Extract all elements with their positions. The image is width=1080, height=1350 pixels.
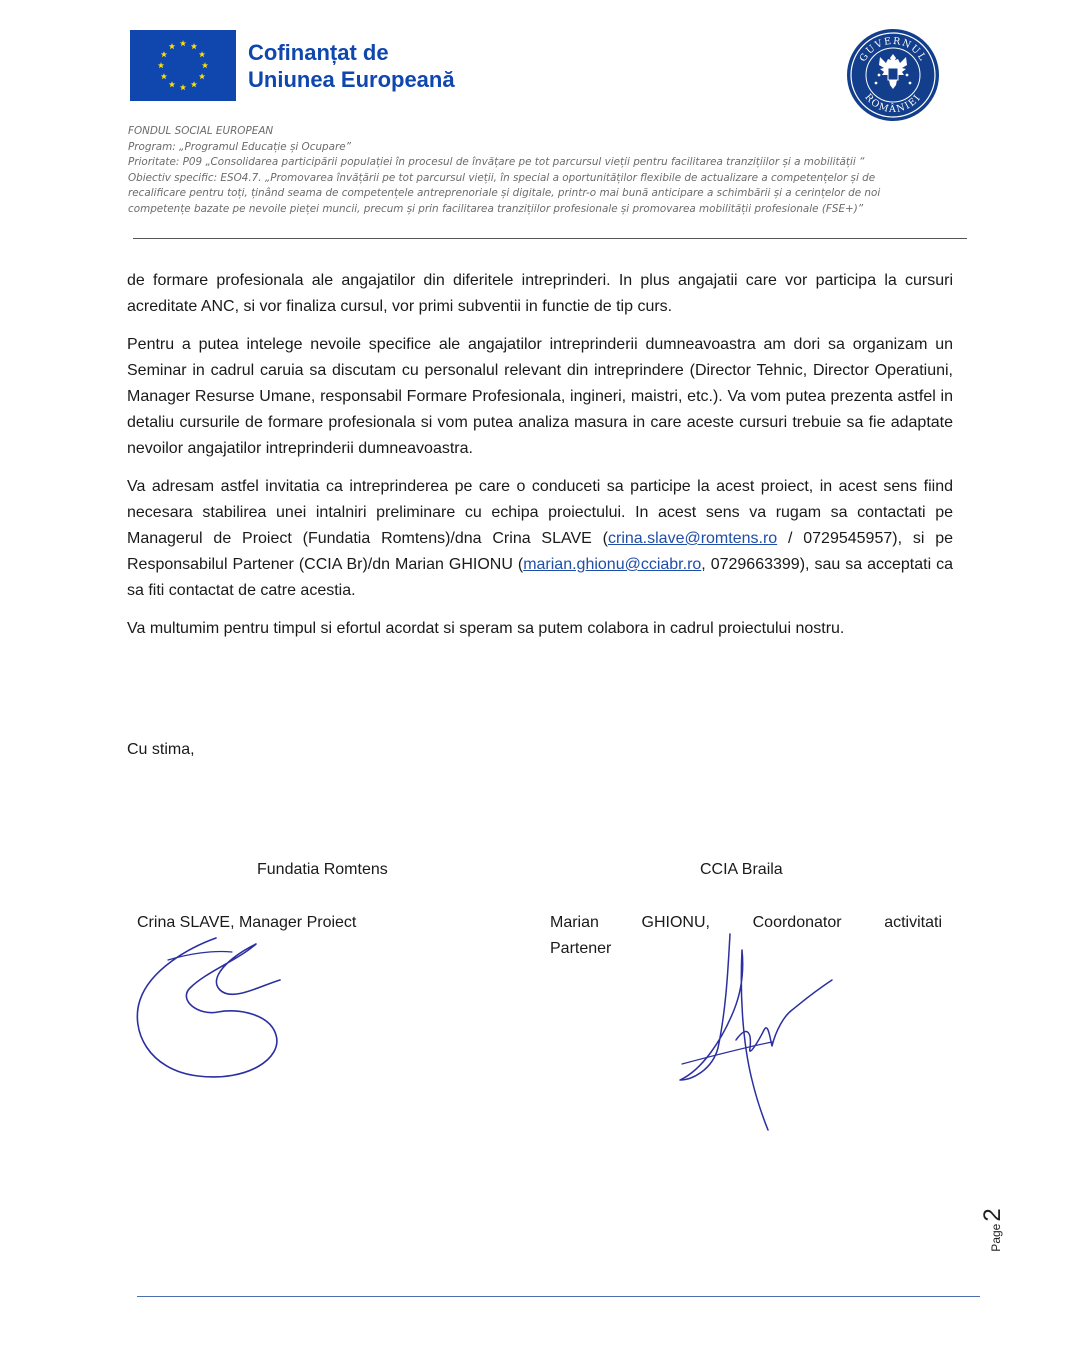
paragraph-1: de formare profesionala ale angajatilor din diferitele intreprinderi. In plus angajatii care vor participa la cursuri acreditate ANC, si vor finaliza cursul, vor primi subventii in functie de tip curs. bbox=[127, 272, 953, 315]
eu-star-icon bbox=[169, 81, 175, 87]
program-line: Obiectiv specific: ESO4.7. „Promovarea învățării pe tot parcursul vieții, în special a oportunităților flexibile de actualizare a competențelor și de bbox=[128, 171, 876, 184]
page-label: Page bbox=[989, 1223, 1003, 1252]
paragraph-4: Va multumim pentru timpul si efortul acordat si speram sa putem colabora in cadrul proiectului nostru. bbox=[127, 620, 845, 637]
eu-star-icon bbox=[161, 51, 167, 57]
eu-star-icon bbox=[191, 43, 197, 49]
right-signatory-line2: Partener bbox=[550, 940, 612, 957]
seal-top-text: GUVERNUL bbox=[857, 35, 929, 64]
paragraph-3-part-b: / 0729545957), si pe Responsabilul Partener (CCIA Br)/dn Marian GHIONU ( bbox=[127, 530, 954, 573]
signature-crina-slave bbox=[128, 930, 298, 1080]
eu-star-icon bbox=[180, 40, 186, 46]
header-divider bbox=[133, 238, 967, 239]
paragraph-3-part-c: , 0729663399), sau sa acceptati ca sa fiti contactat de catre acestia. bbox=[127, 556, 953, 599]
program-line: competențe bazate pe nevoile pieței muncii, precum și prin facilitarea tranzițiilor profesionale și promovarea mobilității profesionale (FSE+)” bbox=[128, 202, 864, 215]
letter-body bbox=[127, 268, 953, 654]
eu-star-icon bbox=[202, 62, 208, 68]
program-line: Program: „Programul Educație și Ocupare” bbox=[128, 140, 352, 153]
eu-logo-text bbox=[248, 39, 455, 93]
right-organization: CCIA Braila bbox=[700, 861, 783, 878]
program-information bbox=[128, 124, 968, 218]
eu-star-icon bbox=[191, 81, 197, 87]
right-signatory-line1: Marian GHIONU, Coordonator activitati bbox=[550, 914, 942, 931]
paragraph-2: Pentru a putea intelege nevoile specifice ale angajatilor intreprinderii dumneavoastra am dori sa organizam un Seminar in cadrul caruia sa discutam cu personalul relevant din intreprindere (Director Tehnic, Director Operatiuni, Manager Resurse Umane, responsabil Formare Profesionala, ingineri, maistri, etc.). Va vom putea prezenta astfel in detaliu cursurile de formare profesionala si vom putea analiza masura in care aceste cursuri trebuie sa fie adaptate nevoilor angajatilor intreprinderii dumneavoastra. bbox=[127, 336, 953, 457]
eu-logo-line1: Cofinanțat de bbox=[248, 39, 389, 65]
email-link-marian[interactable]: marian.ghionu@cciabr.ro bbox=[523, 556, 702, 573]
email-link-crina[interactable]: crina.slave@romtens.ro bbox=[607, 530, 778, 547]
eu-star-icon bbox=[180, 84, 186, 90]
paragraph-3 bbox=[127, 474, 953, 604]
seal-bottom-text: ROMÂNIEI bbox=[862, 91, 924, 116]
program-line: Prioritate: P09 „Consolidarea participării populației în procesul de învățare pe tot parcursul vieții pentru facilitarea tranzițiilor și a mobilității “ bbox=[128, 156, 865, 169]
eu-star-icon bbox=[161, 73, 167, 79]
page-number-indicator bbox=[979, 1210, 1049, 1250]
left-organization: Fundatia Romtens bbox=[257, 861, 388, 878]
eu-star-icon bbox=[158, 62, 164, 68]
eu-logo-line2: Uniunea Europeană bbox=[248, 66, 455, 92]
eu-star-icon bbox=[169, 43, 175, 49]
eu-star-icon bbox=[199, 73, 205, 79]
left-signatory-name: Crina SLAVE, Manager Proiect bbox=[137, 914, 357, 931]
romanian-government-seal bbox=[846, 28, 940, 122]
program-line: recalificare pentru toți, ținând seama de competențele antreprenoriale și digitale, printr-o mai bună anticipare a schimbării și a cerințelor de noi bbox=[128, 187, 881, 200]
eu-flag-icon bbox=[130, 30, 236, 101]
eu-cofinancing-logo bbox=[130, 29, 497, 102]
signature-marian-ghionu bbox=[672, 930, 842, 1140]
closing-salutation: Cu stima, bbox=[127, 741, 195, 758]
eu-star-icon bbox=[199, 51, 205, 57]
program-line: FONDUL SOCIAL EUROPEAN bbox=[128, 125, 274, 137]
paragraph-3-part-a: Va adresam astfel invitatia ca intreprinderea pe care o conduceti sa participe la acest proiect, in acest sens fiind necesara stabilirea unei intalniri preliminare cu echipa proiectului. In acest sens va rugam sa contactati pe Managerul de Proiect (Fundatia Romtens)/dna Crina SLAVE ( bbox=[127, 478, 953, 547]
footer-divider bbox=[137, 1296, 980, 1297]
page-number: 2 bbox=[979, 1208, 1006, 1222]
